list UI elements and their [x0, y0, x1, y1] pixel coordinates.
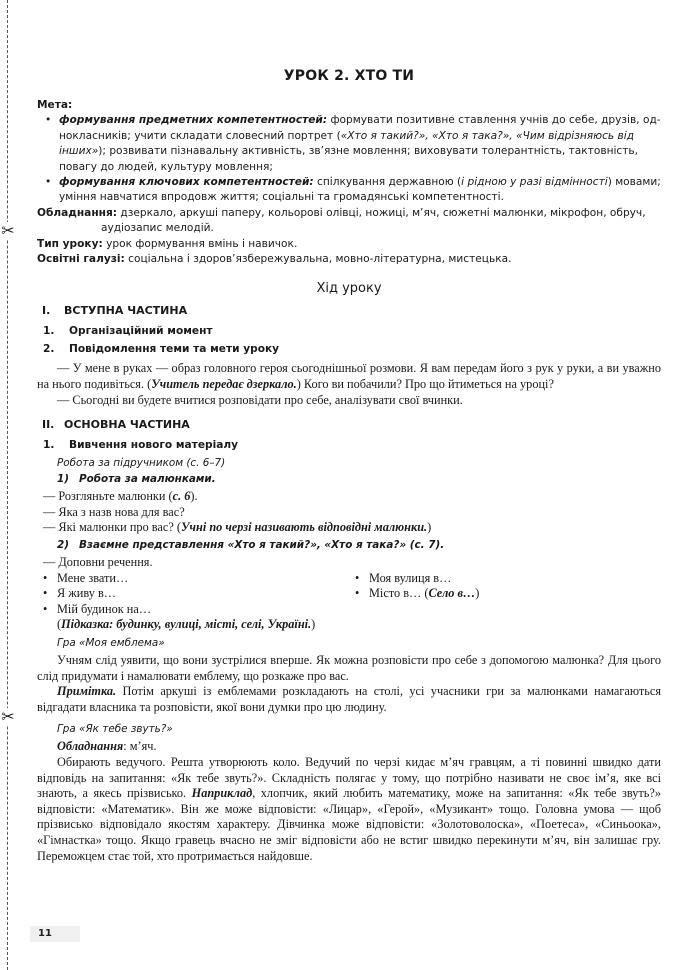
work-1-line-2: — Яка з назв нова для вас?	[43, 504, 185, 519]
list-item: • Мій будинок на…	[37, 602, 349, 618]
game-name-paragraph: Обирають ведучого. Решта утворюють коло. Ведучий по черзі кидає м’яч гравцям, а ті повинні швидко дати відповідь на запитання: «Як тебе звуть?». Складність полягає у тому, що потрібно називати не своє ім’я, яке всі знають, а якесь прізвисько. Наприклад, хлопчик, який любить математику, може на запитання: «Як тебе звуть?» відповісти: «Математик». Він же може відповісти: «Лицар», «Герой», «Музикант» тощо. Головна умова — щоб прізвисько відповідало якостям характеру. Дівчинка може відповісти: «Золотоволоска», «Поетеса», «Синьоока», «Гімнастка» тощо. Якщо гравець вчасно не зміг відповісти або не встиг швидко перекинути м’яч, він залишає гру. Переможцем стає той, хто протримається найдовше.	[37, 754, 661, 863]
hint-line: (Підказка: будинку, вулиці, місті, селі, Україні.)	[57, 617, 316, 632]
sentence-list-right	[349, 571, 661, 618]
cut-line	[7, 0, 8, 970]
list-item: • Мене звати…	[37, 571, 349, 587]
goal-item-key: • формування ключових компетентностей: спілкування державною (і рідною у разі відмінності) мовами; уміння навчатися впродовж життя; соціальні та громадянські компетентності.	[37, 175, 661, 206]
equipment: Обладнання: дзеркало, аркуші паперу, кольорові олівці, ножиці, м’яч, сюжетні малюнки, мікрофон, обруч, аудіозапис мелодій.	[37, 206, 646, 235]
educational-fields: Освітні галузі: соціальна і здоров’язбережувальна, мовно-літературна, мистецька.	[37, 253, 512, 266]
lesson-meta	[37, 98, 661, 267]
work-2-heading: 2) Взаємне представлення «Хто я такий?», «Хто я така?» (с. 7).	[57, 539, 445, 552]
scissors-icon: ✂	[1, 707, 15, 726]
sentence-list-left	[37, 571, 349, 618]
intro-paragraph-today: — Сьогодні ви будете вчитися розповідати про себе, аналізувати свої вчинки.	[57, 392, 463, 407]
subsection-org-heading: 1. Організаційний момент	[43, 325, 213, 338]
subsection-topic-heading: 2. Повідомлення теми та мети уроку	[43, 343, 280, 356]
work-1-line-1: — Розгляньте малюнки (с. 6).	[43, 489, 198, 504]
course-heading: Хід уроку	[316, 281, 382, 297]
page-number: 11	[30, 926, 80, 942]
goal-label: Мета:	[37, 99, 73, 111]
game-name-equipment: Обладнання: м’яч.	[57, 739, 157, 754]
goal-item-subject: • формування предметних компетентностей: формувати позитивне ставлення учнів до себе, друзів, однокласників; учити складати словесний портрет («Хто я такий?», «Хто я така?», «Чим відрізняюсь від інших»); розвивати пізнавальну активність, зв’язне мовлення; виховувати толерантність, тактовність, повагу до людей, культуру мовлення;	[37, 113, 661, 175]
section-intro-heading: I. ВСТУПНА ЧАСТИНА	[42, 304, 188, 318]
list-item: • Я живу в…	[37, 586, 349, 602]
subsection-new-material-heading: 1. Вивчення нового матеріалу	[43, 439, 239, 452]
intro-paragraph-mirror: — У мене в руках — образ головного героя сьогоднішньої розмови. Я вам передам його з рук у руки, а ви уважно на нього подивіться. (Учитель передає дзеркало.) Кого ви побачили? Про що йтиметься на уроці?	[37, 361, 661, 392]
list-item: • Місто в… (Село в…)	[349, 586, 661, 602]
game-emblem-paragraph: Учням слід уявити, що вони зустрілися вперше. Як можна розповісти про себе з допомогою малюнка? Для цього слід придумати і намалювати емблему, що розкаже про вас.	[37, 653, 661, 683]
game-name-title: Гра «Як тебе звуть?»	[57, 723, 173, 736]
sentence-list	[37, 571, 661, 618]
work-1-heading: 1) Робота за малюнками.	[57, 473, 216, 486]
work-2-line-1: — Доповни речення.	[43, 555, 153, 570]
section-main-heading: II. ОСНОВНА ЧАСТИНА	[42, 418, 190, 432]
scissors-icon: ✂	[1, 221, 15, 240]
lesson-title: УРОК 2. ХТО ТИ	[283, 68, 415, 84]
work-1-line-3: — Які малюнки про вас? (Учні по черзі називають відповідні малюнки.)	[43, 520, 432, 535]
lesson-type: Тип уроку: урок формування вмінь і навичок.	[37, 237, 298, 250]
list-item: • Моя вулиця в…	[349, 571, 661, 587]
textbook-work-label: Робота за підручником (с. 6–7)	[57, 457, 226, 470]
page-content	[37, 68, 661, 864]
game-emblem-title: Гра «Моя емблема»	[57, 637, 165, 649]
game-emblem-note: Примітка. Потім аркуші із емблемами розкладають на столі, усі учасники гри за малюнками намагаються відгадати власника та розповісти, якої вони думки про цю людину.	[37, 684, 661, 714]
